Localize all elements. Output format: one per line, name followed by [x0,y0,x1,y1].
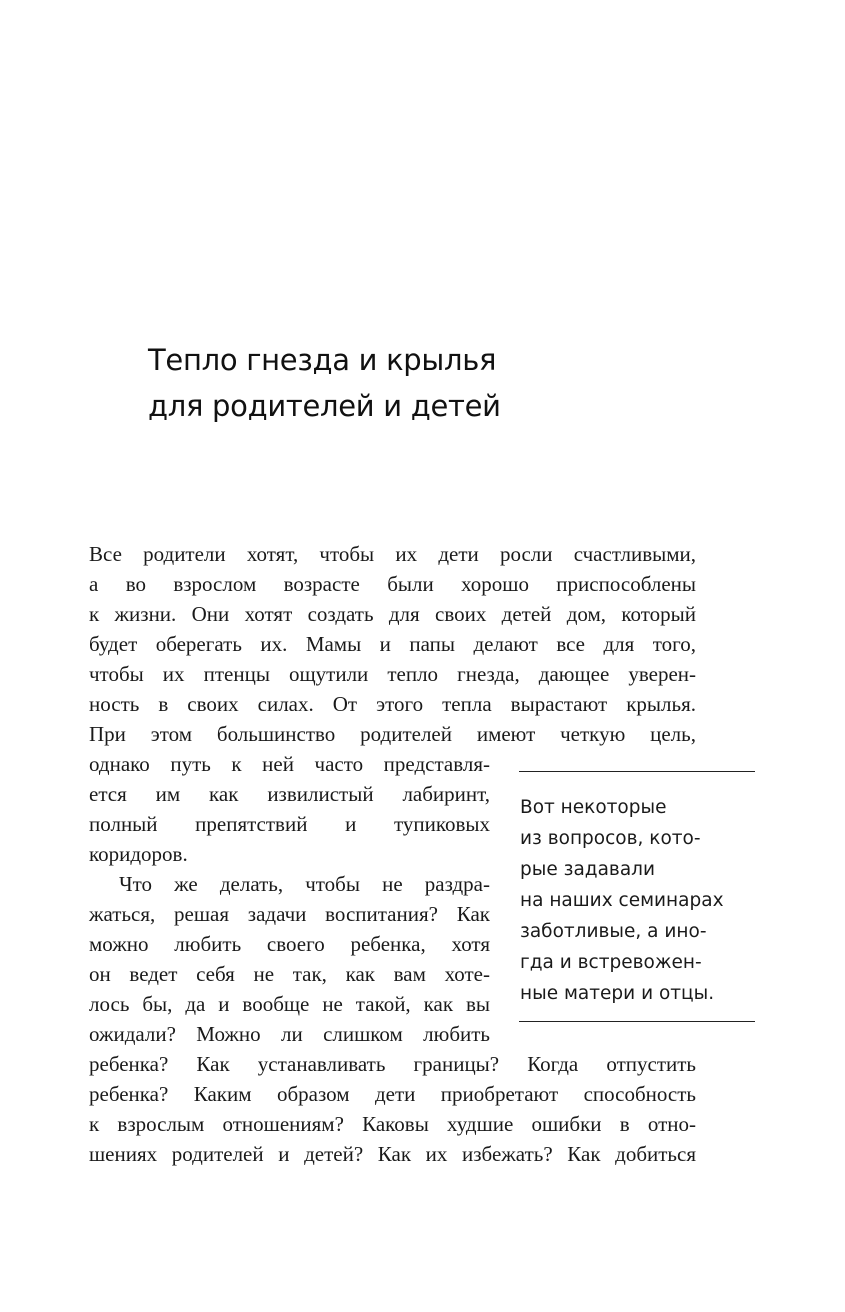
sidebar-line: гда и встревожен- [520,952,702,973]
chapter-title-line-2: для родителей и детей [148,389,501,423]
body-line: ребенка? Как устанавливать границы? Когда отпустить [89,1052,696,1076]
body-line: ность в своих силах. От этого тепла вырастают крылья. [89,692,696,716]
body-line: ребенка? Каким образом дети приобретают способность [89,1082,696,1106]
chapter-title-line-1: Тепло гнезда и крылья [148,343,497,377]
chapter-title [148,337,501,429]
sidebar-line: заботливые, а ино- [520,921,707,942]
body-line: жаться, решая задачи воспитания? Как [89,902,490,926]
sidebar-bottom-rule [519,1021,755,1022]
body-line: ется им как извилистый лабиринт, [89,782,490,806]
sidebar-text [520,792,760,1009]
body-line: будет оберегать их. Мамы и папы делают все для того, [89,632,696,656]
body-line: а во взрослом возрасте были хорошо приспособлены [89,572,696,596]
sidebar-line: Вот некоторые [520,797,667,818]
body-line: однако путь к ней часто представля- [89,752,490,776]
body-line: к жизни. Они хотят создать для своих детей дом, который [89,602,696,626]
sidebar-line: на наших семинарах [520,890,724,911]
body-line: он ведет себя не так, как вам хоте- [89,962,490,986]
sidebar-top-rule [519,771,755,772]
sidebar-line: ные матери и отцы. [520,983,715,1004]
body-line: шениях родителей и детей? Как их избежать? Как добиться [89,1142,696,1166]
sidebar-line: рые задавали [520,859,656,880]
body-line: Все родители хотят, чтобы их дети росли счастливыми, [89,542,696,566]
paragraph-start-line: Что же делать, чтобы не раздра- [119,872,490,896]
body-line: При этом большинство родителей имеют четкую цель, [89,722,696,746]
body-line: чтобы их птенцы ощутили тепло гнезда, дающее уверен- [89,662,696,686]
body-line: лось бы, да и вообще не такой, как вы [89,992,490,1016]
sidebar-line: из вопросов, кото- [520,828,701,849]
body-line: можно любить своего ребенка, хотя [89,932,490,956]
body-line: коридоров. [89,842,188,866]
body-line: к взрослым отношениям? Каковы худшие ошибки в отно- [89,1112,696,1136]
body-line: ожидали? Можно ли слишком любить [89,1022,490,1046]
body-line: полный препятствий и тупиковых [89,812,490,836]
